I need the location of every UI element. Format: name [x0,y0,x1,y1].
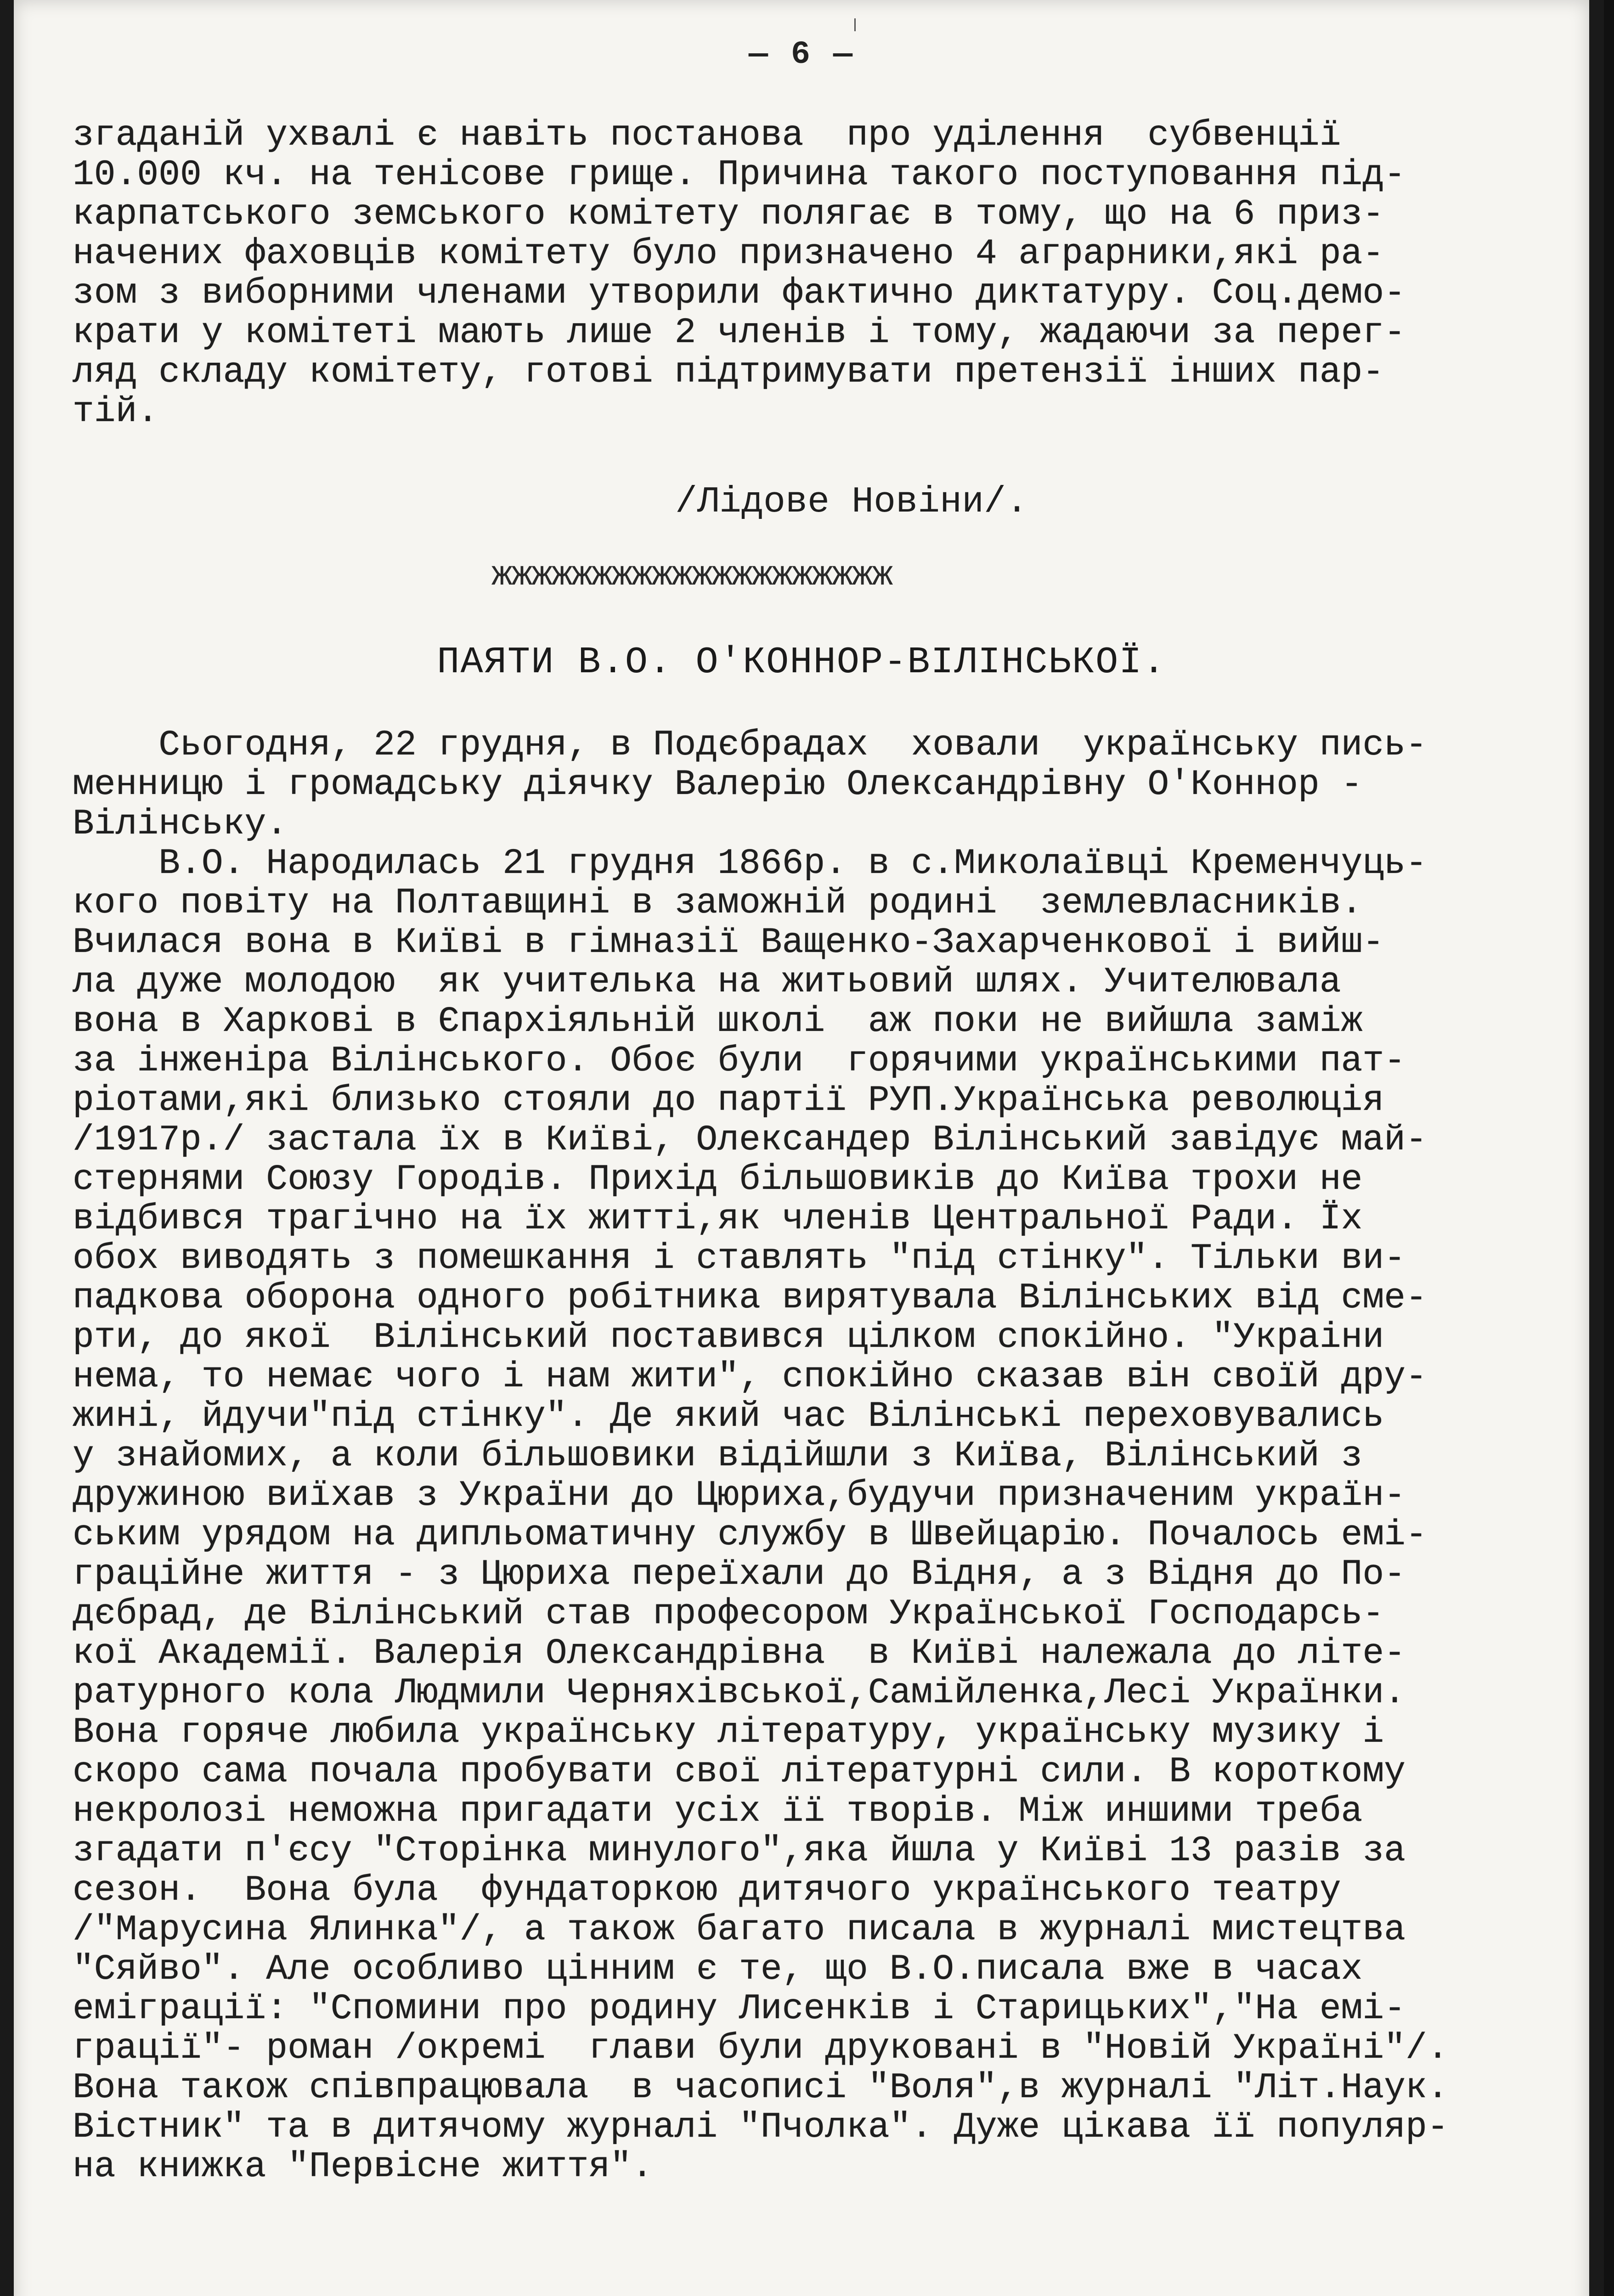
para2-line: вона в Харкові в Єпархіяльній школі аж поки не вийшла заміж [73,1002,1363,1042]
para2-line: скоро сама почала пробувати свої літературні сили. В короткому [73,1752,1406,1792]
para1-line: зом з виборними членами утворили фактично диктатуру. Соц.демо- [73,273,1406,314]
para1-line: згаданій ухвалі є навіть постанова про уділення субвенції [73,115,1341,156]
para2-line: "Сяйво". Але особливо цінним є те, що В.О.писала вже в часах [73,1949,1363,1990]
para2-line: Вістник" та в дитячому журналі "Пчолка". Дуже цікава її популяр- [73,2107,1449,2148]
para2-line: у знайомих, а коли більшовики відійшли з Київа, Вілінський з [73,1436,1363,1476]
para2-line: рти, до якої Вілінський поставився цілком спокійно. "Украіни [73,1317,1384,1358]
para2-line: /1917р./ застала їх в Київі, Олександер Вілінський завідує май- [73,1120,1427,1160]
para2-line: обох виводять з помешкання і ставлять "під стінку". Тільки ви- [73,1238,1406,1279]
para2-line: грації"- роман /окремі глави були друковані в "Новій Україні"/. [73,2028,1449,2069]
para2-line: нема, то немає чого і нам жити", спокійно сказав він своїй дру- [73,1357,1427,1397]
separator-line: жжжжжжжжжжжжжжжжжжжж [491,556,892,595]
para2-line: Вілінську. [73,804,288,844]
para2-line: сезон. Вона була фундаторкою дитячого українського театру [73,1870,1341,1911]
para2-line: Вчилася вона в Київі в гімназії Ващенко-Захарченкової і вийш- [73,923,1384,963]
para1-line: начених фаховців комітету було призначено 4 аграрники,які ра- [73,234,1384,274]
para2-line: кого повіту на Полтавщині в заможній родині землевласників. [73,883,1363,923]
para2-line: некролозі неможна пригадати усіх її творів. Між иншими треба [73,1791,1363,1832]
scan-edge [1604,0,1614,2296]
para2-line: менницю і громадську діячку Валерію Олександрівну О'Коннор - [73,765,1363,805]
para2-line: В.О. Народилась 21 грудня 1866р. в с.Миколаївці Кременчуць- [73,844,1427,884]
para2-line: еміграції: "Спомини про родину Лисенків і Старицьких","На емі- [73,1989,1406,2029]
para2-line: /"Марусина Ялинка"/, а також багато писала в журналі мистецтва [73,1910,1406,1950]
para2-line: на книжка "Первісне життя". [73,2147,653,2187]
obituary-body [73,726,1496,2187]
margin-mark [854,18,856,31]
obituary-title: ПАЯТИ В.О. О'КОННОР-ВІЛІНСЬКОЇ. [437,641,1166,684]
para2-line: ським урядом на дипльоматичну службу в Швейцарію. Почалось емі- [73,1515,1427,1555]
page-number: — 6 — [748,37,855,73]
para1-line: 10.000 кч. на тенісове грище. Причина такого поступовання під- [73,155,1406,195]
source-citation: /Лідове Новіни/. [675,481,1028,523]
para2-line: кої Академії. Валерія Олександрівна в Київі належала до літе- [73,1633,1406,1674]
para2-line: падкова оборона одного робітника вирятувала Вілінських від сме- [73,1278,1427,1318]
para2-line: жині, йдучи"під стінку". Де який час Вілінські переховувались [73,1396,1384,1437]
para2-line: дєбрад, де Вілінський став професором Української Господарсь- [73,1594,1384,1634]
document-page [14,0,1589,2296]
para1-line: ляд складу комітету, готові підтримувати претензії інших пар- [73,352,1384,393]
para1-line: карпатського земського комітету полягає в тому, що на 6 приз- [73,194,1384,235]
para2-line: граційне життя - з Цюриха переїхали до Відня, а з Відня до По- [73,1554,1406,1595]
para2-line: Вона також співпрацювала в часописі "Воля",в журналі "Літ.Наук. [73,2068,1449,2108]
para2-line: за інженіра Вілінського. Обоє були горячими українськими пат- [73,1041,1406,1081]
para2-line: ратурного кола Людмили Черняхівської,Самійленка,Лесі Українки. [73,1673,1406,1713]
para1-line: тій. [73,392,159,432]
para2-line: ла дуже молодою як учителька на житьовий шлях. Учителювала [73,962,1341,1002]
para2-line: Вона горяче любила українську літературу, українську музику і [73,1712,1384,1753]
para2-line: згадати п'єсу "Сторінка минулого",яка йшла у Київі 13 разів за [73,1831,1406,1871]
para2-line: відбився трагічно на їх житті,як членів Центральної Ради. Їх [73,1199,1363,1239]
para2-line: Сьогодня, 22 грудня, в Подєбрадах ховали українську пись- [73,725,1427,765]
para2-line: ріотами,які близько стояли до партії РУП.Українська революція [73,1080,1384,1121]
para1-line: крати у комітеті мають лише 2 членів і тому, жадаючи за перег- [73,313,1406,353]
news-paragraph [73,116,1483,432]
para2-line: стернями Союзу Городів. Прихід більшовиків до Київа трохи не [73,1159,1363,1200]
para2-line: дружиною виїхав з України до Цюриха,будучи призначеним україн- [73,1475,1406,1516]
